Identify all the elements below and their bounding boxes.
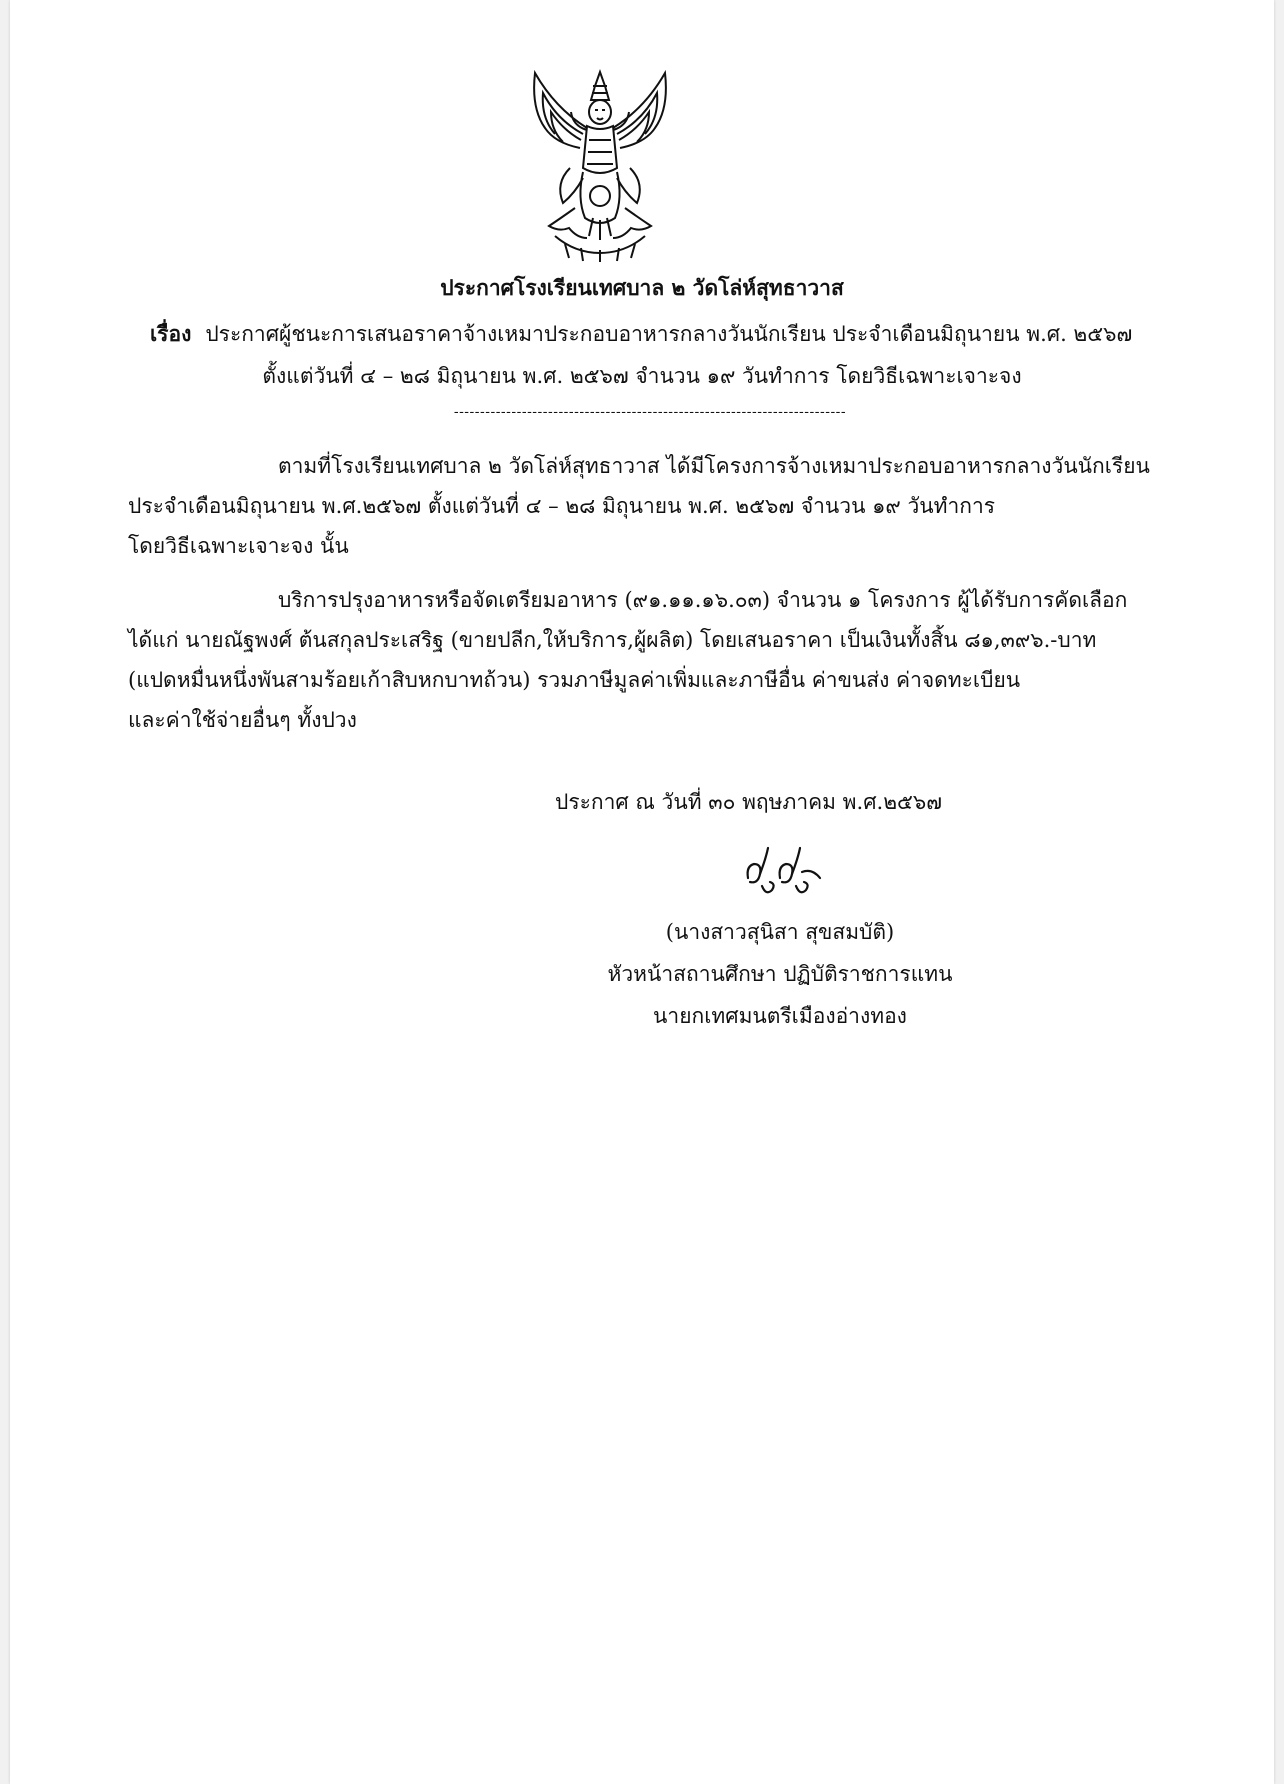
announce-date: ประกาศ ณ วันที่ ๓๐ พฤษภาคม พ.ศ.๒๕๖๗ [555, 790, 943, 814]
paragraph-line: โดยวิธีเฉพาะเจาะจง นั้น [128, 534, 349, 558]
subject-label: เรื่อง [150, 321, 192, 346]
paragraph-line: ประจำเดือนมิถุนายน พ.ศ.๒๕๖๗ ตั้งแต่วันที่ ๔ – ๒๘ มิถุนายน พ.ศ. ๒๕๖๗ จำนวน ๑๙ วันทำการ [128, 494, 996, 518]
paragraph-line: และค่าใช้จ่ายอื่นๆ ทั้งปวง [128, 708, 357, 732]
paragraph-line: บริการปรุงอาหารหรือจัดเตรียมอาหาร (๙๑.๑๑.๑๖.๐๓) จำนวน ๑ โครงการ ผู้ได้รับการคัดเลือก [278, 588, 1128, 612]
signature-icon [740, 838, 830, 902]
paragraph-project [128, 446, 1178, 566]
subject-continuation: ตั้งแต่วันที่ ๔ – ๒๘ มิถุนายน พ.ศ. ๒๕๖๗ จำนวน ๑๙ วันทำการ โดยวิธีเฉพาะเจาะจง [262, 364, 1022, 388]
garuda-emblem-icon [525, 68, 675, 263]
paragraph-line: (แปดหมื่นหนึ่งพันสามร้อยเก้าสิบหกบาทถ้วน) รวมภาษีมูลค่าเพิ่มและภาษีอื่น ค่าขนส่ง ค่าจดทะเบียน [128, 668, 1021, 692]
document-page [10, 0, 1274, 1784]
divider-line: --------------------------------------------------------------------------- [453, 404, 847, 420]
paragraph-line: ได้แก่ นายณัฐพงศ์ ต้นสกุลประเสริฐ (ขายปลีก,ให้บริการ,ผู้ผลิต) โดยเสนอราคา เป็นเงินทั้งสิ้น ๘๑,๓๙๖.-บาท [128, 628, 1097, 652]
signer-authority: นายกเทศมนตรีเมืองอ่างทอง [653, 1004, 907, 1028]
subject-line [150, 318, 1210, 351]
signer-name: (นางสาวสุนิสา สุขสมบัติ) [665, 920, 895, 944]
paragraph-line: ตามที่โรงเรียนเทศบาล ๒ วัดโล่ห์สุทธาวาส ได้มีโครงการจ้างเหมาประกอบอาหารกลางวันนักเรียน [278, 454, 1150, 478]
paragraph-winner [128, 580, 1178, 740]
signer-position: หัวหน้าสถานศึกษา ปฏิบัติราชการแทน [607, 962, 953, 986]
subject-text: ประกาศผู้ชนะการเสนอราคาจ้างเหมาประกอบอาหารกลางวันนักเรียน ประจำเดือนมิถุนายน พ.ศ. ๒๕๖๗ [205, 322, 1133, 346]
announcement-title: ประกาศโรงเรียนเทศบาล ๒ วัดโล่ห์สุทธาวาส [440, 275, 844, 300]
